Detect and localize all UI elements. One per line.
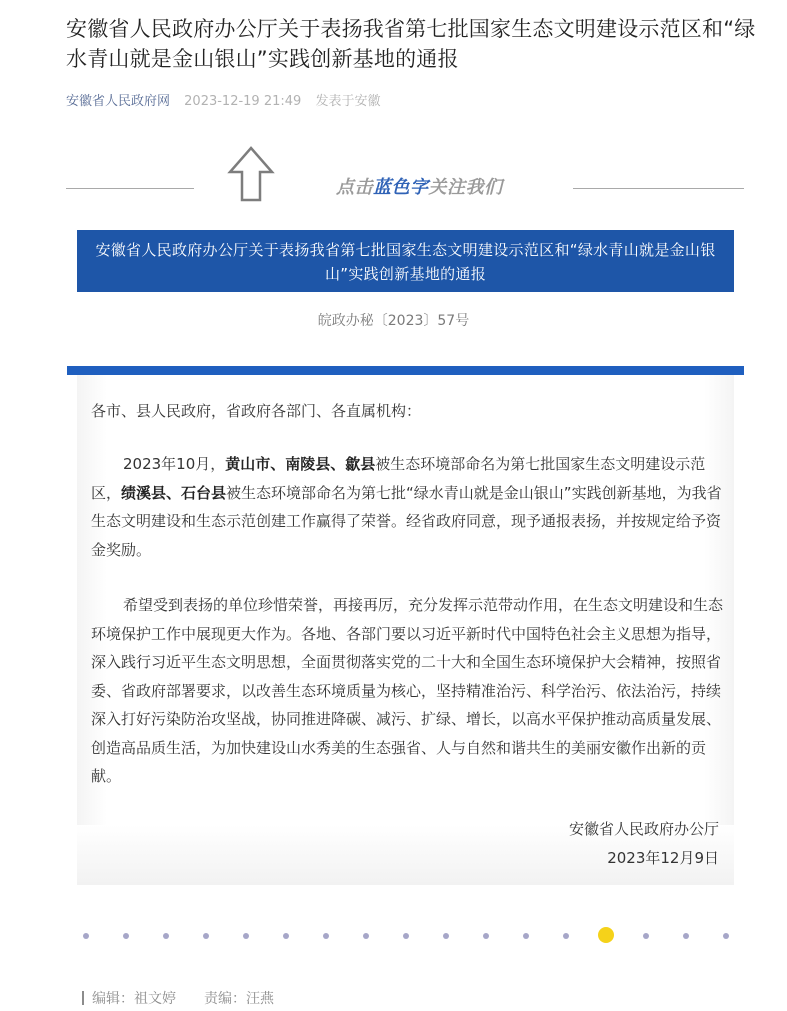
p1-text-1: 2023年10月， <box>123 455 226 473</box>
signature-org: 安徽省人民政府办公厅 <box>568 820 719 838</box>
follow-banner[interactable] <box>66 145 744 205</box>
publish-time: 2023-12-19 21:49 <box>184 94 302 109</box>
salutation: 各市、县人民政府，省政府各部门、各直属机构： <box>91 402 422 420</box>
pager-dot[interactable] <box>283 933 289 939</box>
follow-slogan[interactable] <box>336 173 503 199</box>
p1-text-2: 被生态环境部命名为第七批国家生态文明建设示范区， <box>91 455 706 502</box>
editor: 编辑：祖文婷 <box>92 991 176 1007</box>
pager-dot[interactable] <box>523 933 529 939</box>
pager-dot[interactable] <box>363 933 369 939</box>
pager-dot[interactable] <box>443 933 449 939</box>
pager-dot[interactable] <box>683 933 689 939</box>
up-arrow-icon <box>225 145 277 203</box>
paragraph-2: 希望受到表扬的单位珍惜荣誉，再接再厉，充分发挥示范带动作用，在生态文明建设和生态环境保护工作中展现更大作为。各地、各部门要以习近平新时代中国特色社会主义思想为指导，深入践行习近平生态文明思想，全面贯彻落实党的二十大和全国生态环境保护大会精神，按照省委、省政府部署要求，以改善生态环境质量为核心，坚持精准治污、科学治污、依法治污，持续深入打好污染防治攻坚战，协同推进降碳、减污、扩绿、增长，以高水平保护推动高质量发展、创造高品质生活，为加快建设山水秀美的生态强省、人与自然和谐共生的美丽安徽作出新的贡献。 <box>91 596 724 785</box>
pager-dot[interactable] <box>403 933 409 939</box>
slogan-highlight: 蓝色字 <box>373 177 429 198</box>
paragraph-1 <box>91 450 723 564</box>
pager-dot[interactable] <box>643 933 649 939</box>
pager-dot[interactable] <box>483 933 489 939</box>
notice-heading: 安徽省人民政府办公厅关于表扬我省第七批国家生态文明建设示范区和“绿水青山就是金山银山”实践创新基地的通报 <box>77 230 734 292</box>
pager-dot[interactable] <box>83 933 89 939</box>
footer-bar <box>82 991 84 1005</box>
pager-dot[interactable] <box>563 933 569 939</box>
document-number: 皖政办秘〔2023〕57号 <box>317 313 470 329</box>
slogan-prefix: 点击 <box>336 177 373 198</box>
carousel-pager <box>77 927 737 945</box>
pager-dot[interactable] <box>163 933 169 939</box>
pager-dot[interactable] <box>323 933 329 939</box>
pager-dot[interactable] <box>723 933 729 939</box>
divider-right <box>573 188 744 189</box>
p1-bold-1: 黄山市、南陵县、歙县 <box>225 455 376 473</box>
pager-dot-active[interactable] <box>598 927 614 943</box>
pager-dot[interactable] <box>203 933 209 939</box>
p1-bold-2: 绩溪县、石台县 <box>121 483 227 502</box>
publish-location: 发表于安徽 <box>315 94 381 109</box>
content-top-bar <box>67 366 744 375</box>
article-meta <box>66 90 380 109</box>
signature <box>569 815 719 873</box>
article-title: 安徽省人民政府办公厅关于表扬我省第七批国家生态文明建设示范区和“绿水青山就是金山银山”实践创新基地的通报 <box>66 17 756 71</box>
pager-dot[interactable] <box>243 933 249 939</box>
slogan-suffix: 关注我们 <box>428 177 503 198</box>
p1-text-3: 被生态环境部命名为第七批“绿水青山就是金山银山”实践创新基地，为我省生态文明建设和生态示范创建工作赢得了荣誉。经省政府同意，现予通报表扬，并按规定给予资金奖励。 <box>91 483 722 559</box>
source-link[interactable]: 安徽省人民政府网 <box>66 94 171 109</box>
divider-left <box>66 188 194 189</box>
chief-editor: 责编：汪燕 <box>204 991 274 1007</box>
signature-date: 2023年12月9日 <box>607 849 719 867</box>
footer-credits <box>82 988 274 1008</box>
pager-dot[interactable] <box>123 933 129 939</box>
